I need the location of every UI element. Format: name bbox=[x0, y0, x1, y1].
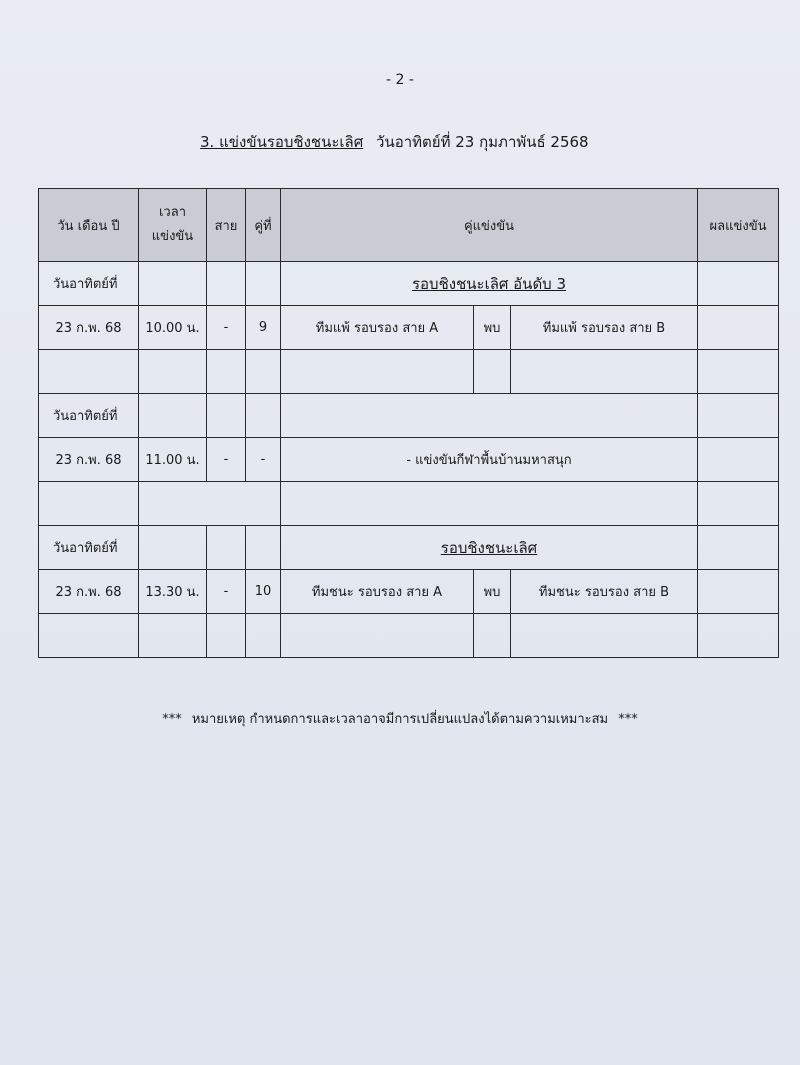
table-row bbox=[39, 262, 779, 306]
page-number: - 2 - bbox=[386, 72, 414, 88]
line-cell: - bbox=[207, 306, 246, 350]
schedule-table bbox=[38, 188, 779, 658]
round-title-cell bbox=[281, 526, 698, 570]
table-row bbox=[39, 394, 779, 438]
team-b-cell: ทีมชนะ รอบรอง สาย B bbox=[511, 570, 698, 614]
result-cell bbox=[698, 438, 779, 482]
date-cell: 23 ก.พ. 68 bbox=[39, 306, 139, 350]
time-cell: 10.00 น. bbox=[139, 306, 207, 350]
pair-cell: - bbox=[246, 438, 281, 482]
day-cell: วันอาทิตย์ที่ bbox=[39, 526, 139, 570]
time-cell: 13.30 น. bbox=[139, 570, 207, 614]
note-text: หมายเหตุ กำหนดการและเวลาอาจมีการเปลี่ยนแปลงได้ตามความเหมาะสม bbox=[191, 712, 609, 727]
day-cell: วันอาทิตย์ที่ bbox=[39, 262, 139, 306]
team-a-cell: ทีมชนะ รอบรอง สาย A bbox=[281, 570, 474, 614]
note-stars-right: *** bbox=[618, 712, 638, 727]
vs-cell: พบ bbox=[474, 570, 511, 614]
header-line: สาย bbox=[207, 189, 246, 262]
heading-date: วันอาทิตย์ที่ 23 กุมภาพันธ์ 2568 bbox=[376, 133, 589, 151]
table-row bbox=[39, 570, 779, 614]
day-cell: วันอาทิตย์ที่ bbox=[39, 394, 139, 438]
table-row bbox=[39, 438, 779, 482]
table-row bbox=[39, 350, 779, 394]
activity-cell: - แข่งขันกีฬาพื้นบ้านมหาสนุก bbox=[281, 438, 698, 482]
note-stars-left: *** bbox=[162, 712, 182, 727]
date-cell: 23 ก.พ. 68 bbox=[39, 570, 139, 614]
round-title-cell bbox=[281, 262, 698, 306]
line-cell: - bbox=[207, 570, 246, 614]
table-row bbox=[39, 526, 779, 570]
round-title: รอบชิงชนะเลิศ bbox=[440, 538, 538, 557]
header-match: คู่แข่งขัน bbox=[281, 189, 698, 262]
header-time-line1: เวลา bbox=[158, 205, 186, 220]
line-cell: - bbox=[207, 438, 246, 482]
team-b-cell: ทีมแพ้ รอบรอง สาย B bbox=[511, 306, 698, 350]
header-time bbox=[139, 189, 207, 262]
pair-cell: 9 bbox=[246, 306, 281, 350]
team-a-cell: ทีมแพ้ รอบรอง สาย A bbox=[281, 306, 474, 350]
header-time-line2: แข่งขัน bbox=[151, 229, 194, 244]
header-date: วัน เดือน ปี bbox=[39, 189, 139, 262]
result-cell bbox=[698, 306, 779, 350]
header-result: ผลแข่งขัน bbox=[698, 189, 779, 262]
round-title: รอบชิงชนะเลิศ อันดับ 3 bbox=[411, 274, 567, 293]
time-cell: 11.00 น. bbox=[139, 438, 207, 482]
pair-cell: 10 bbox=[246, 570, 281, 614]
heading-title: 3. แข่งขันรอบชิงชนะเลิศ bbox=[200, 133, 364, 151]
table-row bbox=[39, 482, 779, 526]
footnote bbox=[0, 708, 800, 729]
date-cell: 23 ก.พ. 68 bbox=[39, 438, 139, 482]
vs-cell: พบ bbox=[474, 306, 511, 350]
table-row bbox=[39, 306, 779, 350]
result-cell bbox=[698, 570, 779, 614]
section-heading bbox=[200, 130, 720, 154]
header-pair: คู่ที่ bbox=[246, 189, 281, 262]
header-row bbox=[39, 189, 779, 262]
table-row bbox=[39, 614, 779, 658]
